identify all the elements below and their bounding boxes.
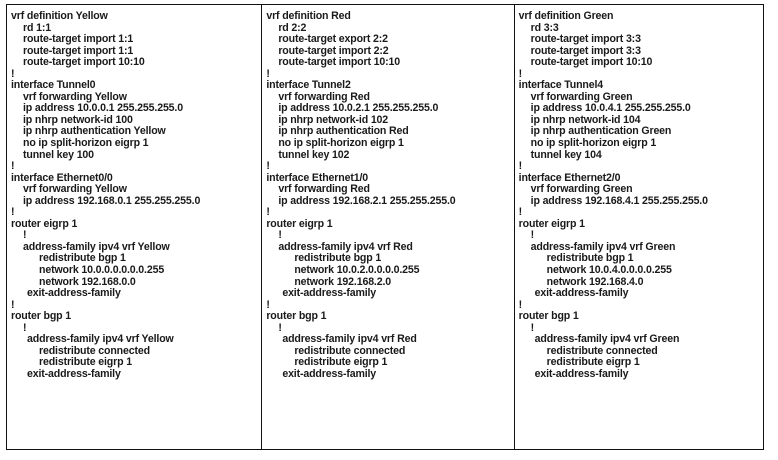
config-line: ! <box>11 67 15 80</box>
config-line: router eigrp 1 <box>518 217 585 230</box>
config-line: ip address 10.0.4.1 255.255.255.0 <box>530 102 691 115</box>
config-line: interface Ethernet0/0 <box>11 171 113 184</box>
config-line: ! <box>530 229 535 242</box>
config-line: rd 1:1 <box>23 21 51 34</box>
config-line: router bgp 1 <box>266 310 327 323</box>
config-line: ip address 192.168.4.1 255.255.255.0 <box>530 194 708 207</box>
config-line: router eigrp 1 <box>11 217 78 230</box>
config-line: route-target import 1:1 <box>23 44 134 57</box>
config-line: ip nhrp authentication Green <box>530 125 672 138</box>
config-line: ! <box>266 206 270 219</box>
config-line: router eigrp 1 <box>266 217 333 230</box>
config-line: network 10.0.2.0.0.0.0.255 <box>294 264 420 277</box>
config-line: ! <box>266 298 270 311</box>
config-line: no ip split-horizon eigrp 1 <box>530 137 657 150</box>
config-line: ! <box>518 206 523 219</box>
config-line: ip address 10.0.0.1 255.255.255.0 <box>23 102 183 115</box>
config-line: exit-address-family <box>282 367 377 380</box>
config-line: vrf forwarding Yellow <box>23 90 127 103</box>
config-line: ! <box>518 298 523 311</box>
config-line: address-family ipv4 vrf Yellow <box>27 333 174 346</box>
config-line: redistribute bgp 1 <box>39 252 126 265</box>
config-line: address-family ipv4 vrf Red <box>278 240 413 253</box>
config-line: network 10.0.0.0.0.0.0.255 <box>39 264 165 277</box>
config-table <box>6 4 764 450</box>
config-line: ip nhrp authentication Yellow <box>23 125 166 138</box>
config-line: route-target export 2:2 <box>278 33 388 46</box>
config-line: address-family ipv4 vrf Green <box>534 333 680 346</box>
config-line: address-family ipv4 vrf Yellow <box>23 240 170 253</box>
config-line: vrf forwarding Red <box>278 90 370 103</box>
config-line: route-target import 3:3 <box>530 44 641 57</box>
config-line: ! <box>23 321 27 334</box>
config-line: ip address 10.0.2.1 255.255.255.0 <box>278 102 439 115</box>
config-line: tunnel key 100 <box>23 148 94 161</box>
config-column-green <box>514 5 763 449</box>
config-line: interface Tunnel4 <box>518 79 604 92</box>
config-line: rd 2:2 <box>278 21 307 34</box>
config-line: no ip split-horizon eigrp 1 <box>23 137 149 150</box>
config-line: ! <box>266 160 270 173</box>
config-line: redistribute eigrp 1 <box>39 356 132 369</box>
config-line: tunnel key 104 <box>530 148 602 161</box>
config-line: ip nhrp network-id 100 <box>23 113 133 126</box>
config-line: no ip split-horizon eigrp 1 <box>278 137 404 150</box>
config-line: ! <box>11 206 15 219</box>
config-line: ip nhrp authentication Red <box>278 125 409 138</box>
config-line: redistribute eigrp 1 <box>294 356 388 369</box>
config-column-red <box>261 5 513 449</box>
config-line: vrf definition Yellow <box>11 10 108 22</box>
config-line: exit-address-family <box>534 287 629 300</box>
config-line: vrf forwarding Green <box>530 183 633 196</box>
config-line: route-target import 10:10 <box>23 56 145 69</box>
config-line: route-target import 10:10 <box>530 56 653 69</box>
config-line: rd 3:3 <box>530 21 559 34</box>
config-line: network 10.0.4.0.0.0.0.255 <box>546 264 672 277</box>
config-line: ip nhrp network-id 102 <box>278 113 389 126</box>
config-line: interface Tunnel2 <box>266 79 351 92</box>
config-line: address-family ipv4 vrf Green <box>530 240 676 253</box>
config-line: ! <box>518 160 523 173</box>
config-line: vrf definition Green <box>518 10 614 22</box>
config-line: redistribute bgp 1 <box>294 252 382 265</box>
config-line: network 192.168.2.0 <box>294 275 392 288</box>
config-line: interface Tunnel0 <box>11 79 96 92</box>
config-line: ip address 192.168.2.1 255.255.255.0 <box>278 194 456 207</box>
config-line: ! <box>11 298 15 311</box>
config-line: ! <box>518 67 523 80</box>
config-line: vrf forwarding Green <box>530 90 633 103</box>
config-line: interface Ethernet2/0 <box>518 171 621 184</box>
config-line: router bgp 1 <box>518 310 579 323</box>
config-line: vrf forwarding Yellow <box>23 183 127 196</box>
config-line: tunnel key 102 <box>278 148 350 161</box>
config-line: route-target import 3:3 <box>530 33 641 46</box>
config-line: route-target import 2:2 <box>278 44 389 57</box>
config-line: router bgp 1 <box>11 310 71 323</box>
config-line: exit-address-family <box>534 367 629 380</box>
config-line: address-family ipv4 vrf Red <box>282 333 417 346</box>
config-line: interface Ethernet1/0 <box>266 171 368 184</box>
config-line: redistribute connected <box>294 344 406 357</box>
config-line: exit-address-family <box>27 287 121 300</box>
config-line: exit-address-family <box>282 287 377 300</box>
config-line: redistribute bgp 1 <box>546 252 634 265</box>
config-line: ! <box>23 229 27 242</box>
config-line: redistribute connected <box>546 344 658 357</box>
config-line: ! <box>278 321 282 334</box>
config-line: redistribute connected <box>39 344 150 357</box>
config-line: ! <box>11 160 15 173</box>
config-column-yellow <box>7 5 261 449</box>
config-line: network 192.168.0.0 <box>39 275 136 288</box>
config-line: vrf definition Red <box>266 10 351 22</box>
config-line: route-target import 1:1 <box>23 33 134 46</box>
config-line: ! <box>530 321 535 334</box>
config-line: ! <box>278 229 282 242</box>
config-line: vrf forwarding Red <box>278 183 370 196</box>
config-line: route-target import 10:10 <box>278 56 400 69</box>
config-line: network 192.168.4.0 <box>546 275 644 288</box>
config-line: ip address 192.168.0.1 255.255.255.0 <box>23 194 201 207</box>
config-line: ! <box>266 67 270 80</box>
config-line: exit-address-family <box>27 367 121 380</box>
config-line: redistribute eigrp 1 <box>546 356 640 369</box>
config-line: ip nhrp network-id 104 <box>530 113 641 126</box>
